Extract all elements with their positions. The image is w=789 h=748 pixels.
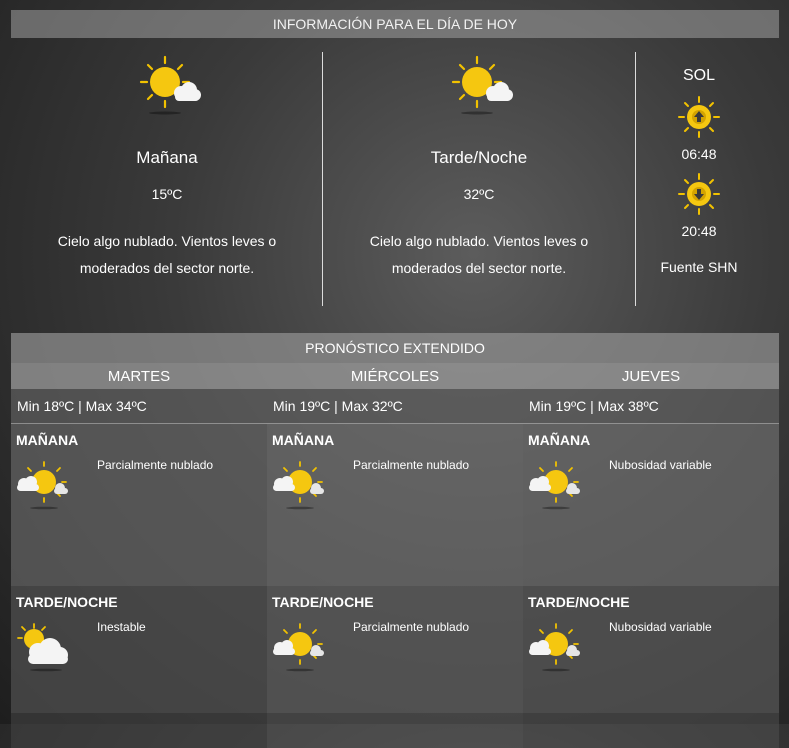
sun-cloud-icon xyxy=(14,460,72,510)
forecast-day-tuesday xyxy=(11,363,267,713)
today-morning-period: Mañana xyxy=(136,148,198,167)
day-name: JUEVES xyxy=(523,363,779,389)
sun-times-panel xyxy=(650,55,748,275)
sunset-time: 20:48 xyxy=(681,223,717,239)
morning-slot xyxy=(11,424,267,586)
slot-description: Parcialmente nublado xyxy=(353,620,470,634)
column-divider xyxy=(635,52,636,306)
sun-cloud-icon xyxy=(526,460,584,510)
sun-cloud-icon xyxy=(526,622,584,672)
extended-forecast-title: PRONÓSTICO EXTENDIDO xyxy=(11,333,779,363)
sun-cloud-icon xyxy=(443,55,515,115)
day-name: MARTES xyxy=(11,363,267,389)
slot-description: Inestable xyxy=(97,620,146,634)
day-minmax: Min 19ºC | Max 38ºC xyxy=(523,389,779,424)
sun-cloud-icon xyxy=(270,460,328,510)
today-morning-desc-line1: Cielo algo nublado. Vientos leves o xyxy=(57,233,277,249)
morning-slot xyxy=(267,424,523,586)
slot-label: MAÑANA xyxy=(16,432,79,448)
today-morning-column xyxy=(12,55,322,282)
slot-label: TARDE/NOCHE xyxy=(16,594,118,610)
day-name: MIÉRCOLES xyxy=(267,363,523,389)
slot-label: TARDE/NOCHE xyxy=(528,594,630,610)
day-minmax: Min 19ºC | Max 32ºC xyxy=(267,389,523,424)
slot-description: Parcialmente nublado xyxy=(353,458,470,472)
today-afternoon-period: Tarde/Noche xyxy=(430,148,528,167)
today-afternoon-desc-line1: Cielo algo nublado. Vientos leves o xyxy=(369,233,589,249)
sunrise-icon xyxy=(677,95,721,139)
today-afternoon-temp: 32ºC xyxy=(463,186,495,202)
slot-label: MAÑANA xyxy=(272,432,335,448)
today-morning-temp: 15ºC xyxy=(151,186,183,202)
sun-cloud-icon xyxy=(131,55,203,115)
slot-description: Nubosidad variable xyxy=(609,458,712,472)
forecast-day-thursday xyxy=(523,363,779,713)
today-morning-desc-line2: moderados del sector norte. xyxy=(79,260,255,276)
today-afternoon-desc-line2: moderados del sector norte. xyxy=(391,260,567,276)
day-minmax: Min 18ºC | Max 34ºC xyxy=(11,389,267,424)
today-section-title: INFORMACIÓN PARA EL DÍA DE HOY xyxy=(11,10,779,38)
extended-forecast-panel xyxy=(11,333,779,713)
cloud-sun-icon xyxy=(14,622,72,672)
sun-source: Fuente SHN xyxy=(660,259,738,275)
sun-cloud-icon xyxy=(270,622,328,672)
morning-slot xyxy=(523,424,779,586)
forecast-day-wednesday xyxy=(267,363,523,713)
slot-description: Parcialmente nublado xyxy=(97,458,214,472)
sunrise-time: 06:48 xyxy=(681,146,717,162)
today-afternoon-column xyxy=(323,55,635,282)
sun-label: SOL xyxy=(682,67,715,84)
slot-label: TARDE/NOCHE xyxy=(272,594,374,610)
slot-description: Nubosidad variable xyxy=(609,620,712,634)
slot-label: MAÑANA xyxy=(528,432,591,448)
sunset-icon xyxy=(677,172,721,216)
